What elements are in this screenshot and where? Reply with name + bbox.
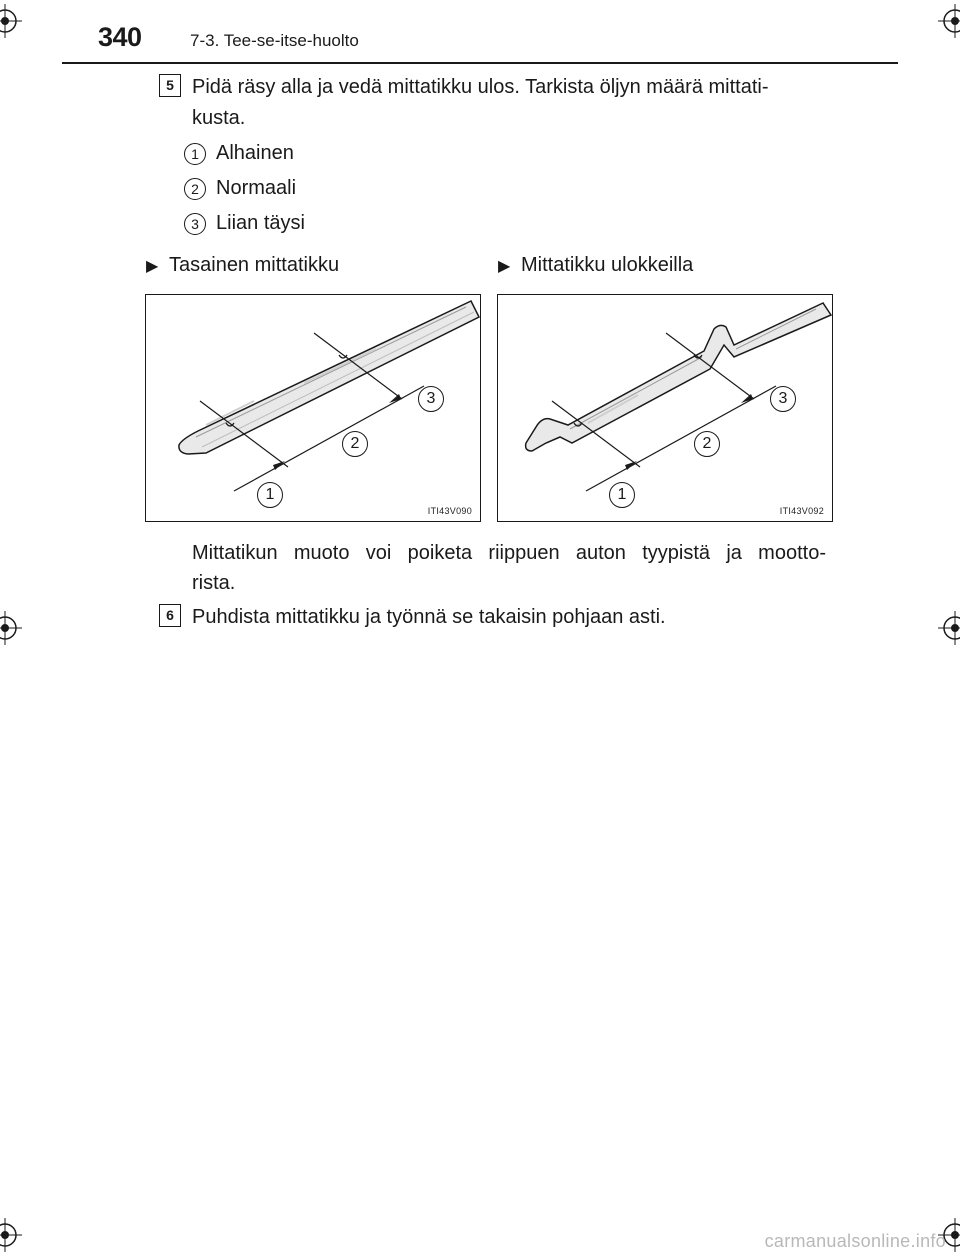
level-label-low: Alhainen (216, 142, 294, 164)
registration-mark-top-left-icon (0, 4, 22, 38)
right-triangle-icon: ▶ (146, 258, 159, 275)
callout-3: 3 (418, 386, 444, 412)
level-label-normal: Normaali (216, 177, 297, 199)
figure-right-title: Mittatikku ulokkeilla (521, 254, 694, 276)
registration-mark-bottom-left-icon (0, 1218, 22, 1252)
step5-text-line2: kusta. (192, 107, 246, 129)
watermark: carmanualsonline.info (764, 1231, 946, 1251)
level-number-3: 3 (184, 213, 206, 235)
level-number-2: 2 (184, 178, 206, 200)
callout-2: 2 (694, 431, 720, 457)
registration-mark-top-right-icon (938, 4, 960, 38)
figure-flat-dipstick (145, 294, 481, 522)
level-number-1: 1 (184, 143, 206, 165)
step-number-5: 5 (159, 74, 181, 97)
step6-text: Puhdista mittatikku ja työnnä se takaisin pohjaan asti. (192, 606, 666, 628)
callout-3: 3 (770, 386, 796, 412)
registration-mark-mid-right-icon (938, 611, 960, 645)
callout-1: 1 (257, 482, 283, 508)
step-number-6: 6 (159, 604, 181, 627)
note-line1: Mittatikun muoto voi poiketa riippuen auton tyypistä ja mootto- (192, 542, 826, 564)
header-rule (62, 62, 898, 64)
page-number: 340 (98, 22, 142, 52)
callout-2: 2 (342, 431, 368, 457)
figure-code: ITI43V090 (427, 506, 472, 516)
section-title: 7-3. Tee-se-itse-huolto (190, 31, 359, 50)
step5-text-line1: Pidä räsy alla ja vedä mittatikku ulos. Tarkista öljyn määrä mittati- (192, 76, 769, 98)
right-triangle-icon: ▶ (498, 258, 511, 275)
registration-mark-mid-left-icon (0, 611, 22, 645)
figure-bumped-dipstick (497, 294, 833, 522)
note-line2: rista. (192, 572, 236, 594)
callout-1: 1 (609, 482, 635, 508)
figure-left-title: Tasainen mittatikku (169, 254, 340, 276)
level-label-full: Liian täysi (216, 212, 305, 234)
figure-code: ITI43V092 (779, 506, 824, 516)
